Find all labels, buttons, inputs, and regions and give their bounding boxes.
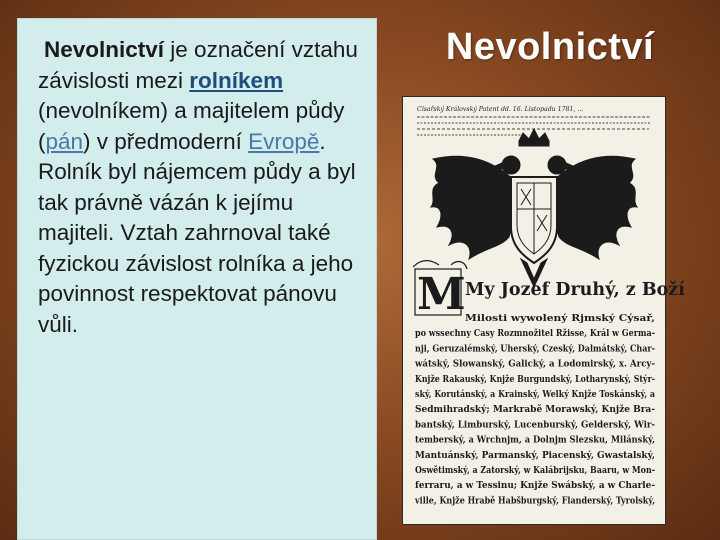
decree-line: wátský, Slowanský, Galický, a Lodomirský, x. Arcy-: [414, 358, 656, 370]
decree-line: Oswětimský, a Zatorský, w Kalábrijsku, Baaru, w Mon-: [415, 465, 656, 476]
decree-line: nji, Geruzalémský, Uherský, Czeský, Dalmátský, Char-: [415, 343, 656, 355]
term-nevolnictvi: Nevolnictví: [44, 37, 165, 62]
decree-line: ville, Knjže Hrabě Habšburgský, Flanderský, Tyrolský,: [414, 495, 655, 507]
decree-line: ský, Korutánský, a Krainský, Welký Knjže Toskánský, a: [415, 389, 655, 400]
decree-line: temberský, a Wrchnjm, a Dolnjm Slezsku, Milánský,: [415, 434, 655, 446]
paragraph-text-3: ) v předmoderní: [83, 128, 249, 154]
decree-line: bantský, Limburský, Lucenburský, Gelderský, Wir-: [415, 419, 656, 431]
svg-text:M: M: [417, 269, 466, 320]
link-rolnik[interactable]: rolníkem: [189, 67, 284, 93]
decree-scan: [403, 97, 685, 524]
link-evropa[interactable]: Evropě: [248, 128, 320, 154]
ornamental-initial-m: [413, 261, 467, 320]
decree-line: ferraru, a w Tessinu; Knjže Swábský, a w Charle-: [415, 480, 656, 492]
body-paragraph: [38, 35, 373, 340]
decree-line: Sedmihradský; Markrabě Morawský, Knjže Bra-: [415, 404, 656, 416]
decree-header-text: Císařský Královský Patent dd. 16. Listopadu 1781, ...: [417, 106, 584, 113]
slide-title: Nevolnictví: [445, 26, 655, 68]
paragraph-text-2: (nevolníkem) a majitelem půdy (: [38, 98, 345, 154]
decree-opening-line: My Jozef Druhý, z Boží: [465, 280, 685, 300]
link-pan[interactable]: pán: [45, 128, 84, 154]
decree-line: Knjže Rakauský, Knjže Burgundský, Lotharynský, Stýr-: [415, 373, 656, 385]
historical-decree-image: [402, 96, 685, 525]
decree-line: Milosti wywolený Rjmský Cýsař,: [465, 313, 655, 324]
paragraph-text-4: . Rolník byl nájemcem půdy a byl tak právně vázán k jejímu majiteli. Vztah zahrnoval také fyzickou závislost rolníka a jeho povinnost respektovat pánovu vůli.: [38, 128, 356, 337]
paragraph-text-1: je označení vztahu závislosti mezi: [38, 37, 358, 93]
decree-line: Mantuánský, Parmanský, Piacenský, Gwastalský,: [415, 449, 655, 461]
decree-line: po wssechny Casy Rozmnožitel Ržisse, Král w Germa-: [415, 328, 656, 340]
